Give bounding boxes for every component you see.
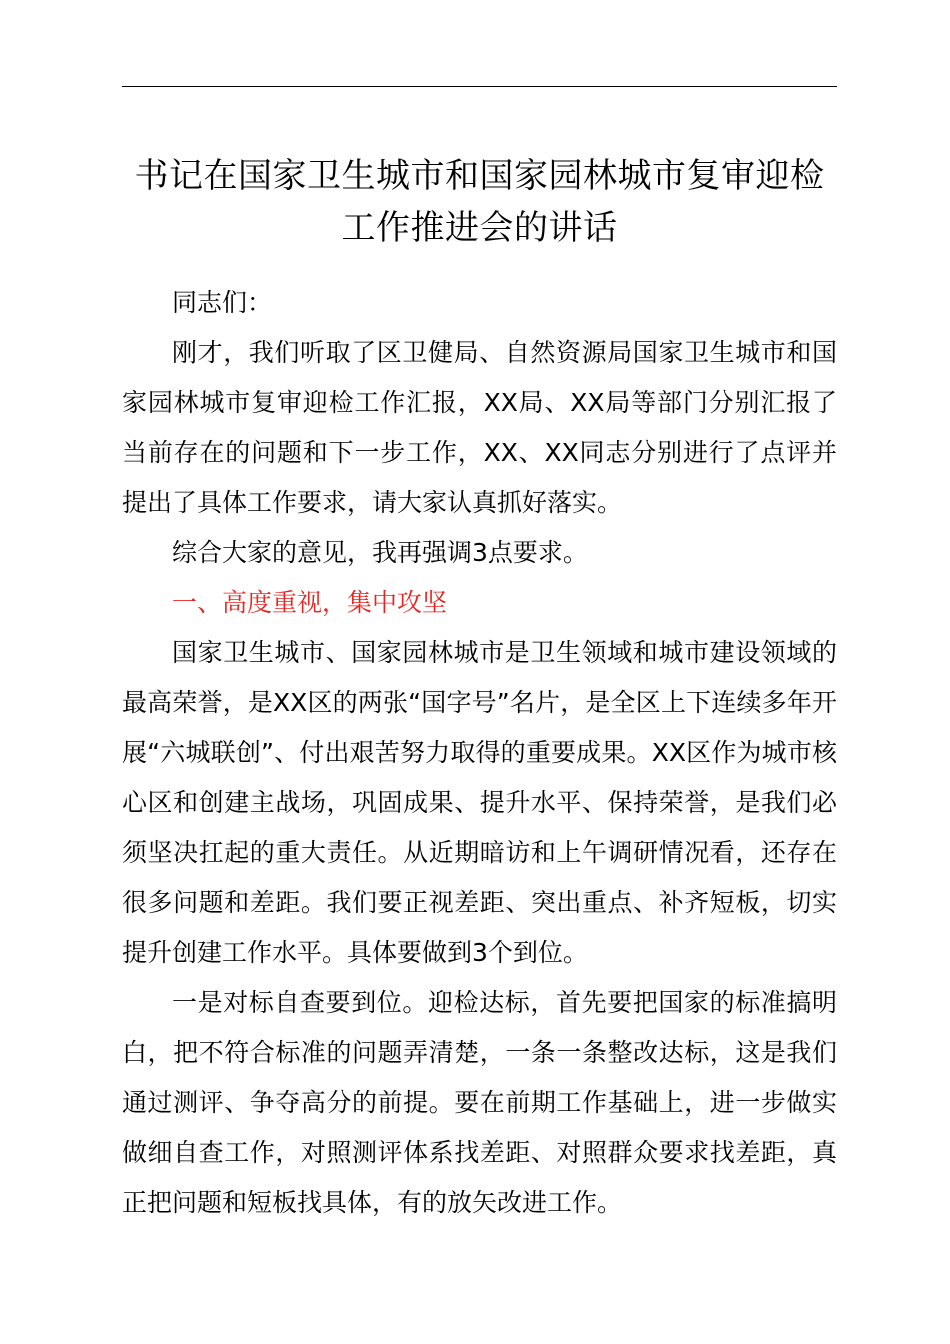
paragraph-summary: 综合大家的意见，我再强调3点要求。 [172,538,588,567]
title-line-1: 书记在国家卫生城市和国家园林城市复审迎检 [134,156,825,196]
section1-paragraph: 国家卫生城市、国家园林城市是卫生领域和城市建设领域的最高荣誉，是XX区的两张“国字号”名片，是全区上下连续多年开展“六城联创”、付出艰苦努力取得的重要成果。XX区作为城市核心区和创建主战场，巩固成果、提升水平、保持荣誉，是我们必须坚决扛起的重大责任。从近期暗访和上午调研情况看，还存在很多问题和差距。我们要正视差距、突出重点、补齐短板，切实提升创建工作水平。具体要做到3个到位。 [122,638,837,967]
section1-paragraph: 一是对标自查要到位。迎检达标，首先要把国家的标准搞明白，把不符合标准的问题弄清楚，一条一条整改达标，这是我们通过测评、争夺高分的前提。要在前期工作基础上，进一步做实做细自查工作，对照测评体系找差距、对照群众要求找差距，真正把问题和短板找具体，有的放矢改进工作。 [122,988,837,1217]
paragraph-intro: 刚才，我们听取了区卫健局、自然资源局国家卫生城市和国家园林城市复审迎检工作汇报，XX局、XX局等部门分别汇报了当前存在的问题和下一步工作，XX、XX同志分别进行了点评并提出了具体工作要求，请大家认真抓好落实。 [122,338,837,517]
document-body [122,278,837,1228]
salutation: 同志们： [172,288,273,317]
document-title [122,150,837,254]
section-heading-1: 一、高度重视，集中攻坚 [172,588,448,617]
title-line-2: 工作推进会的讲话 [341,208,618,248]
header-rule [122,86,837,87]
